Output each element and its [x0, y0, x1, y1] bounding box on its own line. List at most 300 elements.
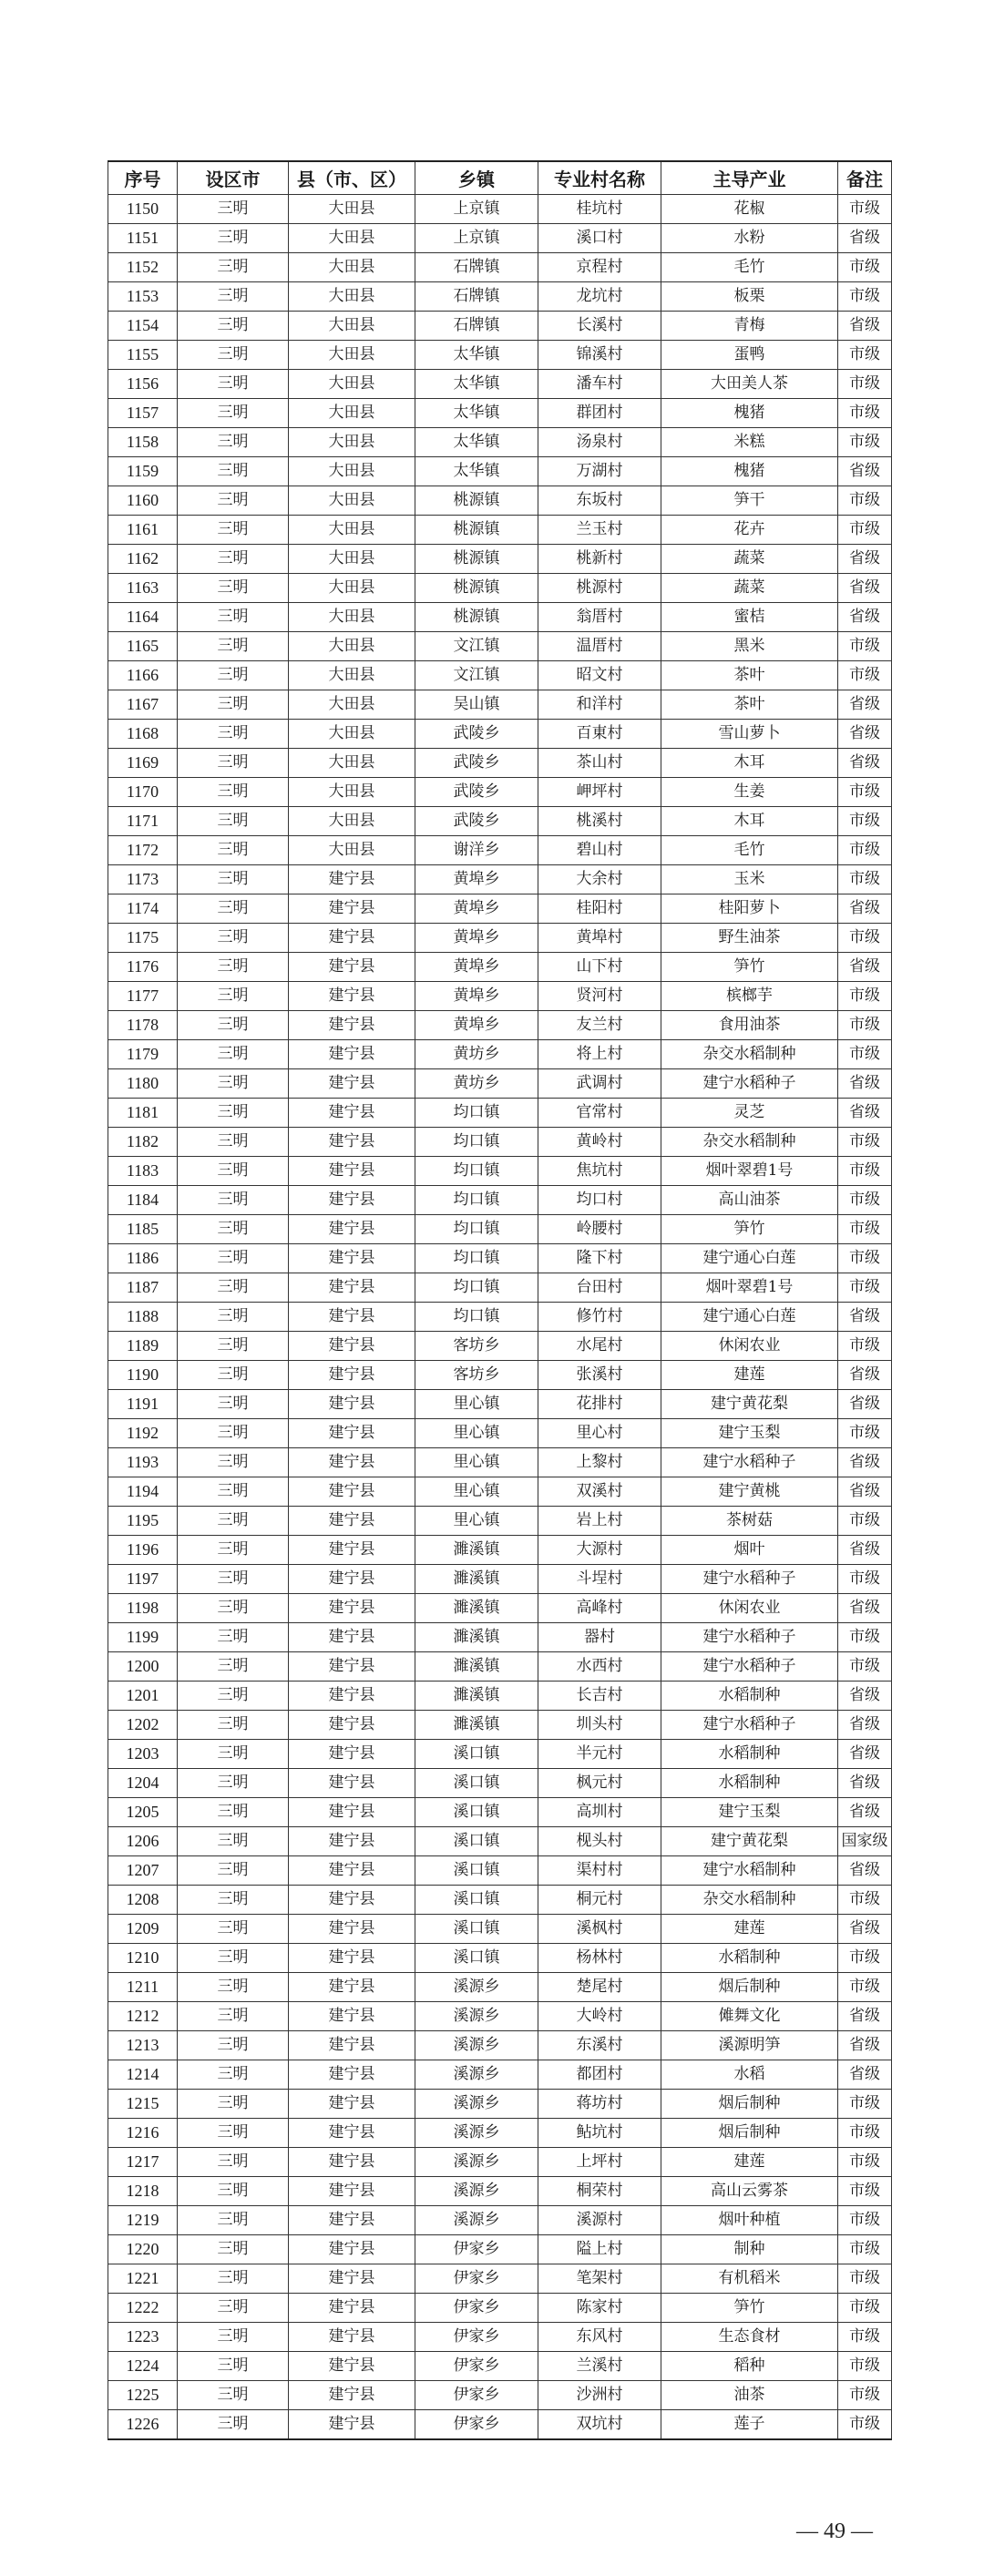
index-cell: 1165: [108, 632, 178, 661]
table-row: [108, 1157, 892, 1186]
village-name-cell: 张溪村: [538, 1361, 661, 1390]
main-industry-cell: 玉米: [661, 865, 838, 894]
remarks-cell: 市级: [838, 1273, 892, 1303]
city-cell: 三明: [178, 2206, 289, 2235]
index-cell: 1161: [108, 516, 178, 545]
index-cell: 1179: [108, 1040, 178, 1069]
city-cell: 三明: [178, 1069, 289, 1099]
village-name-cell: 渠村村: [538, 1856, 661, 1886]
index-cell: 1176: [108, 953, 178, 982]
township-cell: 谢洋乡: [415, 836, 538, 865]
county-cell: 建宁县: [289, 953, 415, 982]
main-industry-cell: 木耳: [661, 749, 838, 778]
main-industry-cell: 溪源明笋: [661, 2031, 838, 2060]
remarks-cell: 省级: [838, 1303, 892, 1332]
remarks-cell: 省级: [838, 1594, 892, 1623]
township-cell: 客坊乡: [415, 1332, 538, 1361]
remarks-cell: 省级: [838, 224, 892, 253]
township-cell: 黄坊乡: [415, 1040, 538, 1069]
main-industry-cell: 黑米: [661, 632, 838, 661]
county-cell: 建宁县: [289, 1186, 415, 1215]
county-cell: 大田县: [289, 370, 415, 399]
main-industry-cell: 雪山萝卜: [661, 720, 838, 749]
city-cell: 三明: [178, 1361, 289, 1390]
index-cell: 1154: [108, 312, 178, 341]
table-row: [108, 2235, 892, 2264]
township-cell: 均口镇: [415, 1186, 538, 1215]
county-cell: 建宁县: [289, 2090, 415, 2119]
table-row: [108, 1011, 892, 1040]
city-cell: 三明: [178, 1944, 289, 1973]
index-cell: 1217: [108, 2148, 178, 2177]
township-cell: 黄埠乡: [415, 1011, 538, 1040]
index-cell: 1204: [108, 1769, 178, 1798]
county-cell: 建宁县: [289, 1332, 415, 1361]
city-cell: 三明: [178, 399, 289, 428]
index-cell: 1150: [108, 195, 178, 224]
city-cell: 三明: [178, 2119, 289, 2148]
main-industry-cell: 水稻制种: [661, 1769, 838, 1798]
county-cell: 建宁县: [289, 1157, 415, 1186]
county-cell: 大田县: [289, 282, 415, 312]
main-industry-cell: 生姜: [661, 778, 838, 807]
village-name-cell: 京程村: [538, 253, 661, 282]
remarks-cell: 市级: [838, 1157, 892, 1186]
main-industry-cell: 制种: [661, 2235, 838, 2264]
remarks-cell: 市级: [838, 1652, 892, 1682]
county-cell: 建宁县: [289, 2031, 415, 2060]
header-county: 县（市、区）: [289, 161, 415, 195]
remarks-cell: 市级: [838, 2410, 892, 2440]
city-cell: 三明: [178, 1215, 289, 1244]
remarks-cell: 省级: [838, 2002, 892, 2031]
county-cell: 大田县: [289, 312, 415, 341]
remarks-cell: 市级: [838, 428, 892, 457]
township-cell: 均口镇: [415, 1215, 538, 1244]
header-remarks: 备注: [838, 161, 892, 195]
village-name-cell: 高峰村: [538, 1594, 661, 1623]
city-cell: 三明: [178, 1536, 289, 1565]
remarks-cell: 市级: [838, 486, 892, 516]
main-industry-cell: 建宁水稻种子: [661, 1711, 838, 1740]
township-cell: 桃源镇: [415, 574, 538, 603]
index-cell: 1175: [108, 924, 178, 953]
township-cell: 里心镇: [415, 1419, 538, 1448]
village-name-cell: 碧山村: [538, 836, 661, 865]
table-row: [108, 2381, 892, 2410]
remarks-cell: 市级: [838, 836, 892, 865]
table-row: [108, 1244, 892, 1273]
city-cell: 三明: [178, 632, 289, 661]
table-row: [108, 2119, 892, 2148]
township-cell: 濉溪镇: [415, 1565, 538, 1594]
index-cell: 1205: [108, 1798, 178, 1827]
remarks-cell: 省级: [838, 1536, 892, 1565]
main-industry-cell: 烟叶种植: [661, 2206, 838, 2235]
main-industry-cell: 槐猪: [661, 457, 838, 486]
city-cell: 三明: [178, 1652, 289, 1682]
village-name-cell: 台田村: [538, 1273, 661, 1303]
township-cell: 伊家乡: [415, 2410, 538, 2440]
city-cell: 三明: [178, 370, 289, 399]
county-cell: 建宁县: [289, 982, 415, 1011]
city-cell: 三明: [178, 2235, 289, 2264]
table-row: [108, 1069, 892, 1099]
township-cell: 溪源乡: [415, 2119, 538, 2148]
township-cell: 濉溪镇: [415, 1594, 538, 1623]
township-cell: 溪源乡: [415, 2060, 538, 2090]
village-name-cell: 沙洲村: [538, 2381, 661, 2410]
remarks-cell: 市级: [838, 370, 892, 399]
table-row: [108, 399, 892, 428]
remarks-cell: 市级: [838, 195, 892, 224]
county-cell: 大田县: [289, 632, 415, 661]
table-row: [108, 1507, 892, 1536]
remarks-cell: 市级: [838, 865, 892, 894]
city-cell: 三明: [178, 1099, 289, 1128]
table-row: [108, 224, 892, 253]
village-name-cell: 东坂村: [538, 486, 661, 516]
main-industry-cell: 槐猪: [661, 399, 838, 428]
county-cell: 建宁县: [289, 1011, 415, 1040]
table-row: [108, 516, 892, 545]
main-industry-cell: 米糕: [661, 428, 838, 457]
township-cell: 溪口镇: [415, 1886, 538, 1915]
remarks-cell: 市级: [838, 807, 892, 836]
index-cell: 1160: [108, 486, 178, 516]
city-cell: 三明: [178, 982, 289, 1011]
city-cell: 三明: [178, 1623, 289, 1652]
table-row: [108, 1944, 892, 1973]
table-row: [108, 2206, 892, 2235]
township-cell: 伊家乡: [415, 2264, 538, 2294]
city-cell: 三明: [178, 2002, 289, 2031]
city-cell: 三明: [178, 1419, 289, 1448]
township-cell: 客坊乡: [415, 1361, 538, 1390]
city-cell: 三明: [178, 2031, 289, 2060]
township-cell: 溪源乡: [415, 2206, 538, 2235]
village-name-cell: 群团村: [538, 399, 661, 428]
table-row: [108, 1536, 892, 1565]
village-name-cell: 温厝村: [538, 632, 661, 661]
city-cell: 三明: [178, 1157, 289, 1186]
county-cell: 大田县: [289, 195, 415, 224]
main-industry-cell: 笋竹: [661, 1215, 838, 1244]
village-name-cell: 潘车村: [538, 370, 661, 399]
county-cell: 建宁县: [289, 2352, 415, 2381]
county-cell: 建宁县: [289, 1303, 415, 1332]
village-name-cell: 枫元村: [538, 1769, 661, 1798]
main-industry-cell: 烟后制种: [661, 2119, 838, 2148]
remarks-cell: 省级: [838, 1448, 892, 1477]
city-cell: 三明: [178, 1244, 289, 1273]
village-name-cell: 上黎村: [538, 1448, 661, 1477]
city-cell: 三明: [178, 865, 289, 894]
index-cell: 1202: [108, 1711, 178, 1740]
table-row: [108, 2148, 892, 2177]
township-cell: 溪源乡: [415, 2177, 538, 2206]
township-cell: 里心镇: [415, 1477, 538, 1507]
table-row: [108, 603, 892, 632]
index-cell: 1215: [108, 2090, 178, 2119]
main-industry-cell: 建宁通心白莲: [661, 1303, 838, 1332]
city-cell: 三明: [178, 836, 289, 865]
table-row: [108, 1215, 892, 1244]
township-cell: 里心镇: [415, 1448, 538, 1477]
remarks-cell: 省级: [838, 1477, 892, 1507]
village-name-cell: 焦坑村: [538, 1157, 661, 1186]
city-cell: 三明: [178, 1565, 289, 1594]
index-cell: 1185: [108, 1215, 178, 1244]
main-industry-cell: 水稻: [661, 2060, 838, 2090]
remarks-cell: 市级: [838, 2119, 892, 2148]
index-cell: 1168: [108, 720, 178, 749]
county-cell: 大田县: [289, 253, 415, 282]
township-cell: 太华镇: [415, 399, 538, 428]
main-industry-cell: 槟榔芋: [661, 982, 838, 1011]
county-cell: 大田县: [289, 836, 415, 865]
main-industry-cell: 板栗: [661, 282, 838, 312]
main-industry-cell: 建宁玉梨: [661, 1798, 838, 1827]
index-cell: 1186: [108, 1244, 178, 1273]
county-cell: 大田县: [289, 457, 415, 486]
city-cell: 三明: [178, 1390, 289, 1419]
village-name-cell: 锦溪村: [538, 341, 661, 370]
county-cell: 建宁县: [289, 1390, 415, 1419]
county-cell: 建宁县: [289, 2323, 415, 2352]
township-cell: 濉溪镇: [415, 1536, 538, 1565]
village-name-cell: 兰溪村: [538, 2352, 661, 2381]
city-cell: 三明: [178, 2060, 289, 2090]
township-cell: 黄埠乡: [415, 953, 538, 982]
township-cell: 太华镇: [415, 428, 538, 457]
table-row: [108, 545, 892, 574]
remarks-cell: 市级: [838, 1244, 892, 1273]
table-row: [108, 1682, 892, 1711]
index-cell: 1152: [108, 253, 178, 282]
county-cell: 建宁县: [289, 1944, 415, 1973]
table-row: [108, 341, 892, 370]
remarks-cell: 省级: [838, 749, 892, 778]
village-name-cell: 武调村: [538, 1069, 661, 1099]
village-name-cell: 鲇坑村: [538, 2119, 661, 2148]
city-cell: 三明: [178, 1040, 289, 1069]
city-cell: 三明: [178, 1128, 289, 1157]
remarks-cell: 省级: [838, 574, 892, 603]
city-cell: 三明: [178, 516, 289, 545]
township-cell: 均口镇: [415, 1303, 538, 1332]
village-name-cell: 桃新村: [538, 545, 661, 574]
table-row: [108, 1361, 892, 1390]
main-industry-cell: 建宁水稻种子: [661, 1448, 838, 1477]
county-cell: 建宁县: [289, 1652, 415, 1682]
index-cell: 1167: [108, 690, 178, 720]
township-cell: 武陵乡: [415, 778, 538, 807]
index-cell: 1155: [108, 341, 178, 370]
city-cell: 三明: [178, 2381, 289, 2410]
remarks-cell: 市级: [838, 2148, 892, 2177]
county-cell: 建宁县: [289, 2148, 415, 2177]
township-cell: 濉溪镇: [415, 1652, 538, 1682]
city-cell: 三明: [178, 1186, 289, 1215]
remarks-cell: 省级: [838, 2031, 892, 2060]
main-industry-cell: 水稻制种: [661, 1944, 838, 1973]
county-cell: 建宁县: [289, 1973, 415, 2002]
city-cell: 三明: [178, 749, 289, 778]
main-industry-cell: 食用油茶: [661, 1011, 838, 1040]
village-name-cell: 双坑村: [538, 2410, 661, 2440]
table-row: [108, 2002, 892, 2031]
index-cell: 1164: [108, 603, 178, 632]
table-row: [108, 2410, 892, 2440]
index-cell: 1177: [108, 982, 178, 1011]
main-industry-cell: 生态食材: [661, 2323, 838, 2352]
remarks-cell: 市级: [838, 2294, 892, 2323]
index-cell: 1190: [108, 1361, 178, 1390]
township-cell: 伊家乡: [415, 2294, 538, 2323]
township-cell: 伊家乡: [415, 2381, 538, 2410]
index-cell: 1173: [108, 865, 178, 894]
remarks-cell: 省级: [838, 1769, 892, 1798]
index-cell: 1159: [108, 457, 178, 486]
township-cell: 溪源乡: [415, 1973, 538, 2002]
city-cell: 三明: [178, 312, 289, 341]
main-industry-cell: 笋竹: [661, 953, 838, 982]
city-cell: 三明: [178, 2177, 289, 2206]
main-industry-cell: 高山云雾茶: [661, 2177, 838, 2206]
township-cell: 溪源乡: [415, 2031, 538, 2060]
table-row: [108, 1186, 892, 1215]
main-industry-cell: 建宁水稻种子: [661, 1652, 838, 1682]
index-cell: 1166: [108, 661, 178, 690]
table-row: [108, 428, 892, 457]
remarks-cell: 市级: [838, 1215, 892, 1244]
remarks-cell: 省级: [838, 1856, 892, 1886]
county-cell: 大田县: [289, 690, 415, 720]
remarks-cell: 省级: [838, 894, 892, 924]
index-cell: 1192: [108, 1419, 178, 1448]
main-industry-cell: 稻种: [661, 2352, 838, 2381]
city-cell: 三明: [178, 195, 289, 224]
table-row: [108, 282, 892, 312]
table-row: [108, 1099, 892, 1128]
main-industry-cell: 大田美人茶: [661, 370, 838, 399]
township-cell: 溪口镇: [415, 1915, 538, 1944]
header-index: 序号: [108, 161, 178, 195]
table-row: [108, 1769, 892, 1798]
index-cell: 1200: [108, 1652, 178, 1682]
village-name-cell: 半元村: [538, 1740, 661, 1769]
county-cell: 建宁县: [289, 1361, 415, 1390]
village-name-cell: 上坪村: [538, 2148, 661, 2177]
city-cell: 三明: [178, 1682, 289, 1711]
city-cell: 三明: [178, 778, 289, 807]
village-name-cell: 水西村: [538, 1652, 661, 1682]
village-name-cell: 岬坪村: [538, 778, 661, 807]
table-row: [108, 1827, 892, 1856]
remarks-cell: 市级: [838, 1565, 892, 1594]
county-cell: 建宁县: [289, 2294, 415, 2323]
remarks-cell: 市级: [838, 1944, 892, 1973]
county-cell: 建宁县: [289, 865, 415, 894]
professional-villages-table: [108, 160, 892, 2440]
city-cell: 三明: [178, 720, 289, 749]
main-industry-cell: 花椒: [661, 195, 838, 224]
city-cell: 三明: [178, 2264, 289, 2294]
main-industry-cell: 杂交水稻制种: [661, 1886, 838, 1915]
remarks-cell: 市级: [838, 661, 892, 690]
remarks-cell: 市级: [838, 1011, 892, 1040]
index-cell: 1181: [108, 1099, 178, 1128]
county-cell: 大田县: [289, 720, 415, 749]
index-cell: 1172: [108, 836, 178, 865]
main-industry-cell: 休闲农业: [661, 1594, 838, 1623]
village-name-cell: 和洋村: [538, 690, 661, 720]
village-name-cell: 里心村: [538, 1419, 661, 1448]
city-cell: 三明: [178, 341, 289, 370]
header-main-industry: 主导产业: [661, 161, 838, 195]
table-row: [108, 1711, 892, 1740]
index-cell: 1223: [108, 2323, 178, 2352]
township-cell: 吴山镇: [415, 690, 538, 720]
table-row: [108, 253, 892, 282]
table-row: [108, 2090, 892, 2119]
main-industry-cell: 蔬菜: [661, 574, 838, 603]
county-cell: 建宁县: [289, 1711, 415, 1740]
table-row: [108, 836, 892, 865]
table-row: [108, 370, 892, 399]
township-cell: 溪口镇: [415, 1769, 538, 1798]
county-cell: 建宁县: [289, 1594, 415, 1623]
village-name-cell: 蒋坊村: [538, 2090, 661, 2119]
county-cell: 建宁县: [289, 894, 415, 924]
remarks-cell: 市级: [838, 2264, 892, 2294]
city-cell: 三明: [178, 1273, 289, 1303]
table-row: [108, 1652, 892, 1682]
index-cell: 1170: [108, 778, 178, 807]
index-cell: 1221: [108, 2264, 178, 2294]
village-name-cell: 万湖村: [538, 457, 661, 486]
county-cell: 建宁县: [289, 2206, 415, 2235]
village-name-cell: 水尾村: [538, 1332, 661, 1361]
county-cell: 建宁县: [289, 1507, 415, 1536]
township-cell: 均口镇: [415, 1273, 538, 1303]
table-row: [108, 2060, 892, 2090]
main-industry-cell: 建莲: [661, 1361, 838, 1390]
city-cell: 三明: [178, 1507, 289, 1536]
main-industry-cell: 水稻制种: [661, 1682, 838, 1711]
township-cell: 黄埠乡: [415, 982, 538, 1011]
township-cell: 黄坊乡: [415, 1069, 538, 1099]
city-cell: 三明: [178, 2294, 289, 2323]
village-name-cell: 桂阳村: [538, 894, 661, 924]
index-cell: 1162: [108, 545, 178, 574]
township-cell: 上京镇: [415, 224, 538, 253]
village-name-cell: 大源村: [538, 1536, 661, 1565]
table-row: [108, 807, 892, 836]
index-cell: 1180: [108, 1069, 178, 1099]
main-industry-cell: 油茶: [661, 2381, 838, 2410]
village-name-cell: 官常村: [538, 1099, 661, 1128]
county-cell: 建宁县: [289, 2410, 415, 2440]
county-cell: 建宁县: [289, 1856, 415, 1886]
county-cell: 大田县: [289, 545, 415, 574]
table-row: [108, 1303, 892, 1332]
table-row: [108, 953, 892, 982]
main-industry-cell: 建宁水稻种子: [661, 1565, 838, 1594]
remarks-cell: 市级: [838, 632, 892, 661]
remarks-cell: 省级: [838, 2060, 892, 2090]
